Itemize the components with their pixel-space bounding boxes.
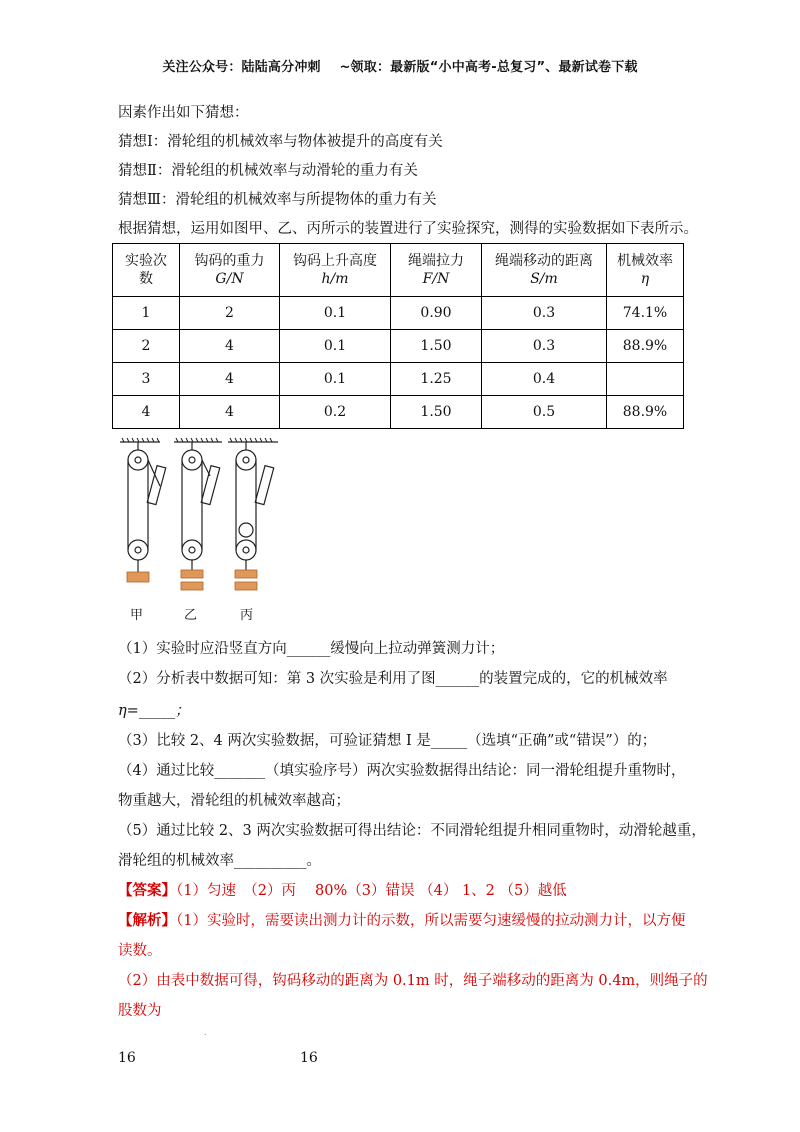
figure-label-bing: 丙 — [240, 608, 254, 623]
table-row — [113, 396, 684, 429]
table-cell: 0.90 — [391, 297, 482, 330]
figure-label-jia: 甲 — [130, 608, 144, 623]
table-header-row — [113, 244, 684, 297]
header-cell: 钩码的重力 G/N — [180, 244, 280, 297]
table-cell: 1 — [113, 297, 180, 330]
question-3: （3）比较 2、4 两次实验数据，可验证猜想 I 是_____（选填“正确”或“错误”）的； — [118, 733, 657, 749]
experiment-data-table — [112, 243, 684, 429]
table-cell: 2 — [180, 297, 280, 330]
question-5-continued: 滑轮组的机械效率__________。 — [118, 853, 321, 869]
table-cell: 1.50 — [391, 330, 482, 363]
table-cell: 1.50 — [391, 396, 482, 429]
table-cell: 4 — [180, 363, 280, 396]
header-right: ~领取：最新版“小中高考-总复习”、最新试卷下载 — [339, 60, 638, 75]
table-cell: 0.1 — [280, 297, 391, 330]
page-number-left: 16 — [118, 1050, 136, 1066]
header-cell: 钩码上升高度 h/m — [280, 244, 391, 297]
table-row — [113, 330, 684, 363]
answer-text: （1）匀速 （2）丙 80%（3）错误 （4） 1、2 （5）越低 — [176, 883, 567, 899]
table-cell: 2 — [113, 330, 180, 363]
pulley-apparatus-figure — [118, 436, 288, 596]
analysis-text: （1）实验时，需要读出测力计的示数，所以需要匀速缓慢的拉动测力计，以方便 — [176, 913, 686, 929]
header-cell: 实验次 数 — [113, 244, 180, 297]
table-row — [113, 363, 684, 396]
table-cell: 4 — [113, 396, 180, 429]
question-2: （2）分析表中数据可知：第 3 次实验是利用了图______的装置完成的，它的机械效率 — [118, 671, 668, 687]
table-cell: 4 — [180, 396, 280, 429]
question-2-efficiency: η=_____； — [118, 703, 190, 719]
header-left: 关注公众号：陆陆高分冲刺 — [162, 60, 321, 75]
analysis-line-4: 股数为 — [118, 1003, 162, 1019]
analysis-line-3: （2）由表中数据可得，钩码移动的距离为 0.1m 时，绳子端移动的距离为 0.4m，则绳子的 — [118, 973, 708, 989]
table-cell: 0.3 — [482, 330, 607, 363]
question-5: （5）通过比较 2、3 两次实验数据可得出结论：不同滑轮组提升相同重物时，动滑轮越重， — [118, 823, 706, 839]
analysis-tag: 【解析】 — [118, 912, 176, 929]
analysis-line-2: 读数。 — [118, 943, 162, 959]
answer-tag: 【答案】 — [118, 882, 176, 899]
table-cell: 74.1% — [607, 297, 684, 330]
scan-dot: . — [204, 1028, 207, 1037]
answer-line — [118, 879, 567, 900]
hypothesis-3: 猜想Ⅲ：滑轮组的机械效率与所提物体的重力有关 — [118, 192, 437, 208]
page-header — [0, 56, 800, 75]
intro-line: 因素作出如下猜想： — [118, 105, 249, 121]
experiment-description: 根据猜想，运用如图甲、乙、丙所示的装置进行了实验探究，测得的实验数据如下表所示。 — [118, 221, 698, 237]
table-cell: 0.5 — [482, 396, 607, 429]
table-cell: 1.25 — [391, 363, 482, 396]
figure-label-yi: 乙 — [184, 608, 198, 623]
question-4-continued: 物重越大，滑轮组的机械效率越高； — [118, 793, 350, 809]
table-cell: 0.1 — [280, 330, 391, 363]
table-cell: 0.1 — [280, 363, 391, 396]
header-cell: 机械效率 η — [607, 244, 684, 297]
header-cell: 绳端移动的距离 S/m — [482, 244, 607, 297]
table-cell: 3 — [113, 363, 180, 396]
table-cell: 88.9% — [607, 396, 684, 429]
table-cell: 0.4 — [482, 363, 607, 396]
hypothesis-2: 猜想Ⅱ：滑轮组的机械效率与动滑轮的重力有关 — [118, 163, 418, 179]
page-number-center: 16 — [300, 1050, 318, 1066]
table-cell — [607, 363, 684, 396]
hypothesis-1: 猜想Ⅰ：滑轮组的机械效率与物体被提升的高度有关 — [118, 134, 443, 150]
question-4: （4）通过比较_______（填实验序号）两次实验数据得出结论：同一滑轮组提升重物时， — [118, 763, 686, 779]
header-cell: 绳端拉力 F/N — [391, 244, 482, 297]
table-cell: 4 — [180, 330, 280, 363]
analysis-line — [118, 909, 685, 930]
table-cell: 0.3 — [482, 297, 607, 330]
question-1: （1）实验时应沿竖直方向______缓慢向上拉动弹簧测力计； — [118, 641, 505, 657]
table-row — [113, 297, 684, 330]
table-cell: 88.9% — [607, 330, 684, 363]
table-cell: 0.2 — [280, 396, 391, 429]
